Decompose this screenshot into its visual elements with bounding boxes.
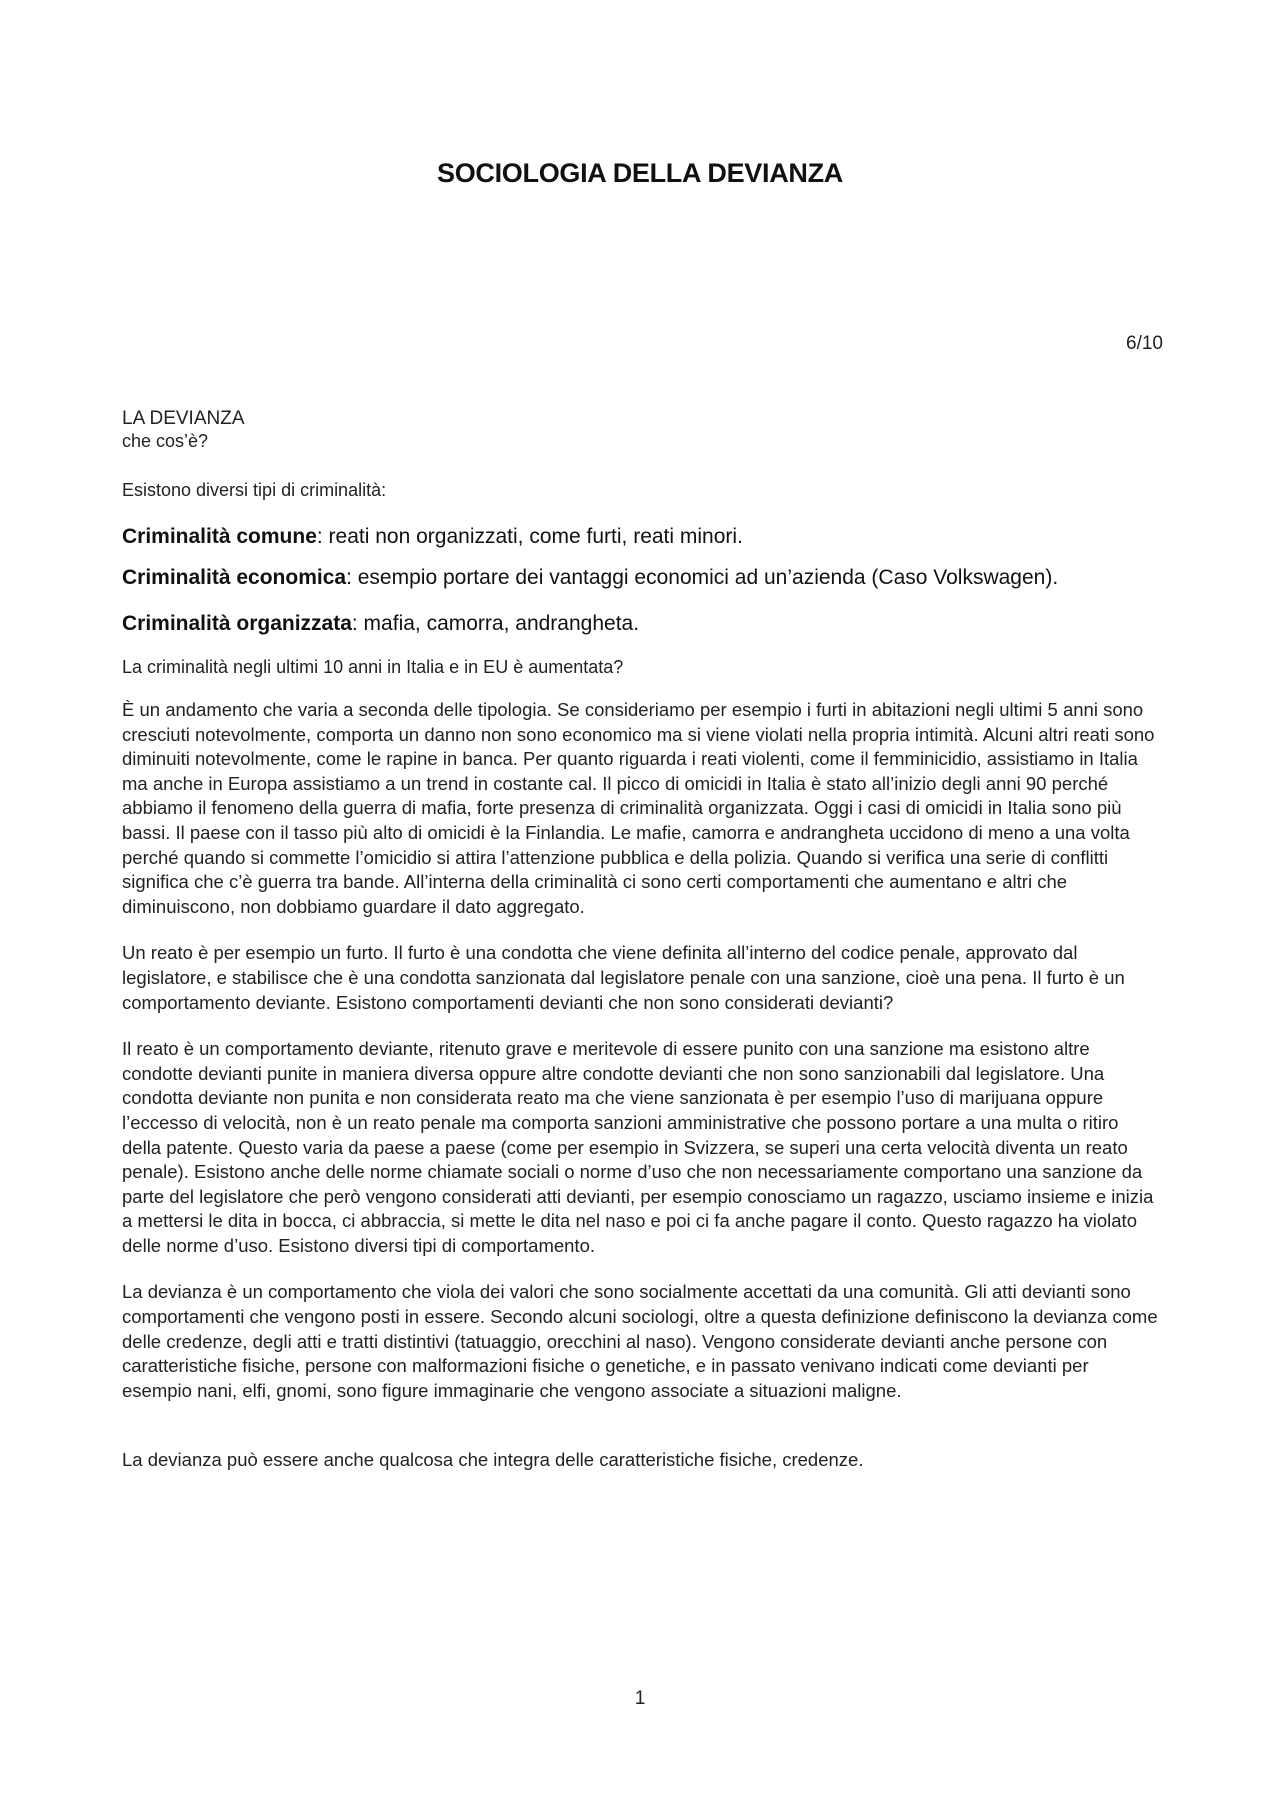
criminality-type-organized	[122, 610, 1162, 638]
document-body	[122, 408, 1162, 1473]
criminality-term: Criminalità economica	[122, 566, 347, 589]
criminality-type-common	[122, 523, 1162, 551]
intro-line: Esistono diversi tipi di criminalità:	[122, 480, 387, 500]
criminality-term: Criminalità comune	[122, 525, 317, 548]
criminality-type-economic	[122, 564, 1162, 592]
body-paragraph: Un reato è per esempio un furto. Il furto è una condotta che viene definita all’interno del codice penale, approvato dal legislatore, e stabilisce che è una condotta sanzionata dal legislatore penale con una sanzione, cioè una pena. Il furto è un comportamento deviante. Esistono comportamenti devianti che non sono considerati devianti?	[122, 942, 1125, 1013]
body-paragraph: Il reato è un comportamento deviante, ritenuto grave e meritevole di essere punito con una sanzione ma esistono altre condotte devianti punite in maniera diversa oppure altre condotte devianti che non sono sanzionabili dal legislatore. Una condotta deviante non punita e non considerata reato ma che viene sanzionata è per esempio l’uso di marijuana oppure l’eccesso di velocità, non è un reato penale ma comporta sanzioni amministrative che possono portare a una multa o ritiro della patente. Questo varia da paese a paese (come per esempio in Svizzera, se superi una certa velocità diventa un reato penale). Esistono anche delle norme chiamate sociali o norme d’uso che non necessariamente comportano una sanzione da parte del legislatore che però vengono considerati atti devianti, per esempio conosciamo un ragazzo, usciamo insieme e inizia a mettersi le dita in bocca, ci abbraccia, si mette le dita nel naso e poi ci fa anche pagare il conto. Questo ragazzo ha violato delle norme d’uso. Esistono diversi tipi di comportamento.	[122, 1038, 1154, 1256]
document-title: SOCIOLOGIA DELLA DEVIANZA	[436, 158, 843, 188]
criminality-description: : reati non organizzati, come furti, reati minori.	[316, 525, 743, 548]
lecture-date: 6/10	[1126, 333, 1163, 354]
section-subheading: che cos’è?	[122, 431, 209, 451]
page-number: 1	[634, 1688, 646, 1709]
criminality-term: Criminalità organizzata	[122, 612, 352, 635]
criminality-description: : esempio portare dei vantaggi economici ad un’azienda (Caso Volkswagen).	[346, 566, 1059, 589]
question-line: La criminalità negli ultimi 10 anni in Italia e in EU è aumentata?	[122, 657, 624, 677]
criminality-description: : mafia, camorra, andrangheta.	[351, 612, 640, 635]
body-paragraph: La devianza è un comportamento che viola dei valori che sono socialmente accettati da una comunità. Gli atti devianti sono comportamenti che vengono posti in essere. Secondo alcuni sociologi, oltre a questa definizione definiscono la devianza come delle credenze, degli atti e tratti distintivi (tatuaggio, orecchini al naso). Vengono considerate devianti anche persone con caratteristiche fisiche, persone con malformazioni fisiche o genetiche, e in passato venivano indicati come devianti per esempio nani, elfi, gnomi, sono figure immaginarie che vengono associate a situazioni maligne.	[122, 1281, 1158, 1401]
body-paragraph: La devianza può essere anche qualcosa che integra delle caratteristiche fisiche, credenze.	[122, 1449, 864, 1471]
body-paragraph: È un andamento che varia a seconda delle tipologia. Se consideriamo per esempio i furti in abitazioni negli ultimi 5 anni sono cresciuti notevolmente, comporta un danno non sono economico ma si viene violati nella propria intimità. Alcuni altri reati sono diminuiti notevolmente, come le rapine in banca. Per quanto riguarda i reati violenti, come il femminicidio, assistiamo in Italia ma anche in Europa assistiamo a un trend in costante cal. Il picco di omicidi in Italia è stato all’inizio degli anni 90 perché abbiamo il fenomeno della guerra di mafia, forte presenza di criminalità organizzata. Oggi i casi di omicidi in Italia sono più bassi. Il paese con il tasso più alto di omicidi è la Finlandia. Le mafie, camorra e andrangheta uccidono di meno a una volta perché quando si commette l’omicidio si attira l’attenzione pubblica e della polizia. Quando si verifica una serie di conflitti significa che c’è guerra tra bande. All’interna della criminalità ci sono certi comportamenti che aumentano e altri che diminuiscono, non dobbiamo guardare il dato aggregato.	[122, 699, 1155, 917]
section-heading: LA DEVIANZA	[122, 408, 245, 429]
